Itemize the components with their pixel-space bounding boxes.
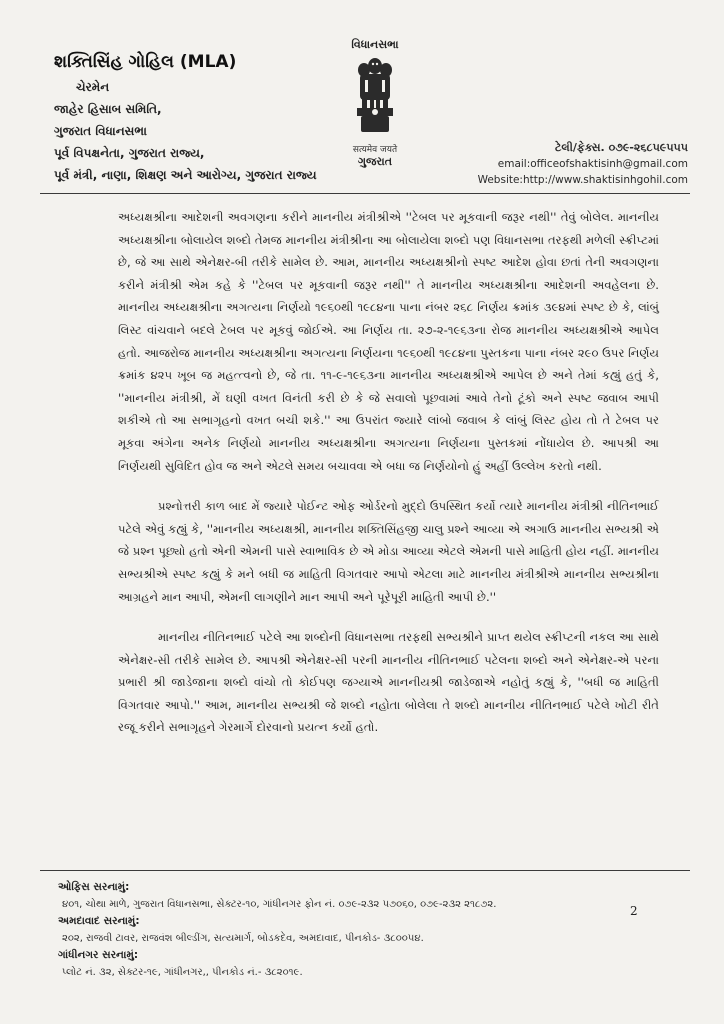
emblem-motto: सत्यमेव जयते	[352, 145, 398, 155]
lion-capital-emblem-icon	[353, 54, 397, 136]
page-number: 2	[630, 904, 638, 918]
sender-name: શક્તિસિંહ ગોહિલ (MLA)	[54, 52, 237, 72]
body-paragraph-2: પ્રશ્નોત્તરી કાળ બાદ મેં જ્યારે પોઈન્ટ ઓફ ઓર્ડરનો મુદ્દો ઉપસ્થિત કર્યો ત્યારે માનનીય મંત્રીશ્રી નીતિનભાઈ પટેલે એવું કહ્યું કે, ''માનનીય અધ્યક્ષશ્રી, માનનીય શક્તિસિંહજી ચાલુ પ્રશ્ને આવ્યા એ અગાઉ માનનીય સભ્યશ્રી એ જે પ્રશ્ન પૂછ્યો હતો એની એમની પાસે સ્વાભાવિક છે એ મોડા આવ્યા એટલે એમની પાસે માહિતી હોય નહીં. માનનીય સભ્યશ્રીએ સ્પષ્ટ કહ્યું કે મને બધી જ માહિતી વિગતવાર આપો એટલા માટે માનનીય મંત્રીશ્રીએ માનનીય સભ્યશ્રીના આગ્રહને માન આપી, એમની લાગણીને માન આપી અને પૂરેપૂરી માહિતી આપી છે.''	[118, 499, 659, 604]
designation-assembly: ગુજરાત વિધાનસભા	[54, 124, 147, 138]
footer-addresses	[58, 879, 658, 981]
website-address: Website:http://www.shaktisinhgohil.com	[477, 174, 688, 186]
body-paragraph-1: અધ્યક્ષશ્રીના આદેશની અવગણના કરીને માનનીય મંત્રીશ્રીએ ''ટેબલ પર મૂકવાની જરૂર નથી'' તેવું બોલેલ. માનનીય અધ્યક્ષશ્રીના બોલાયેલ શબ્દો તેમજ માનનીય મંત્રીશ્રીના આ બોલાયેલા શબ્દો પણ વિધાનસભા તરફથી મળેલી સ્ક્રીપ્ટમાં છે, જે આ સાથે એનેક્ષર-બી તરીકે સામેલ છે. આમ, માનનીય અધ્યક્ષશ્રીનો સ્પષ્ટ આદેશ હોવા છતાં તેની અવગણના કરીને મંત્રીશ્રી એમ કહે કે ''ટેબલ પર મૂકવાની જરૂર નથી'' તે માનનીય અધ્યક્ષશ્રીના આદેશની અવહેલના છે. માનનીય અધ્યક્ષશ્રીના અગત્યના નિર્ણયો ૧૯૬૦થી ૧૯૮૪ના પાના નંબર ૨૬૮ નિર્ણય ક્રમાંક ૩૯૪માં સ્પષ્ટ છે કે, લાંબું લિસ્ટ વાંચવાને બદલે ટેબલ પર મૂકવું જોઈએ. આ નિર્ણય તા. ૨૭-૨-૧૯૬૩ના રોજ માનનીય અધ્યક્ષશ્રીએ આપેલ હતો. આજરોજ માનનીય અધ્યક્ષશ્રીના અગત્યના નિર્ણયના ૧૯૬૦થી ૧૯૮૪ના પુસ્તકના પાના નંબર ૨૯૦ ઉપર નિર્ણય ક્રમાંક ૪૨૫ ખૂબ જ મહત્ત્વનો છે, જે તા. ૧૧-૯-૧૯૬૩ના માનનીય અધ્યક્ષશ્રીએ આપેલ છે અને તેમાં કહ્યું હતું કે, ''માનનીય મંત્રીશ્રી, મેં ઘણી વખત વિનંતી કરી છે કે જે સવાલો પૂછવામાં આવે તેનો ટૂંકો અને સ્પષ્ટ જવાબ આપી શકીએ તો આ સભાગૃહનો વખત બચી શકે.'' આ ઉપરાંત જ્યારે લાંબો જવાબ કે લાંબું લિસ્ટ હોય તો તે ટેબલ પર મૂકવા અંગેના અનેક નિર્ણયો માનનીય અધ્યક્ષશ્રીના અગત્યના નિર્ણયના પુસ્તકમાં નોંધાયેલ છે. આપશ્રી આ નિર્ણયથી સુવિદિત હોવ જ અને એટલે સમય બચાવવા એ બધા જ નિર્ણયોનો હું અહીં ઉલ્લેખ કરતો નથી.	[118, 210, 659, 473]
designation-former-minister: પૂર્વ મંત્રી, નાણા, શિક્ષણ અને આરોગ્ય, ગુજરાત રાજ્ય	[54, 168, 317, 182]
letterhead-left	[54, 52, 354, 186]
body-paragraph-3: માનનીય નીતિનભાઈ પટેલે આ શબ્દોની વિધાનસભા તરફથી સભ્યશ્રીને પ્રાપ્ત થયેલ સ્ક્રીપ્ટની નકલ આ સાથે એનેક્ષર-સી તરીકે સામેલ છે. આપશ્રી એનેક્ષર-સી પરની માનનીય નીતિનભાઈ પટેલના શબ્દો અને એનેક્ષર-એ પરના પ્રભારી શ્રી જાડેજાના શબ્દો વાંચો તો કોઈપણ જગ્યાએ માનનીયશ્રી જાડેજાએ નહોતું કહ્યું કે, ''બધી જ માહિતી વિગતવાર આપો.'' આમ, માનનીય સભ્યશ્રી જે શબ્દો નહોતા બોલેલા તે શબ્દો માનનીય નીતિનભાઈ પટેલે ખોટી રીતે રજૂ કરીને સભાગૃહને ગેરમાર્ગે દોરવાનો પ્રયત્ન કર્યો હતો.	[118, 630, 659, 735]
designation-chairman: ચેરમેન	[76, 80, 110, 94]
ahmedabad-address: ૨૦૨, રાજવી ટાવર, રાજવંશ બીલ્ડીંગ, સત્યમાર્ગ, બોડકદેવ, અમદાવાદ, પીનકોડ- ૩૮૦૦૫૪.	[62, 933, 424, 944]
telefax: ટેલી/ફેક્સ. ૦૭૯-૨૬૮૫૯૫૫૫	[554, 141, 688, 154]
gandhinagar-address-label: ગાંધીનગર સરનામું:	[58, 949, 139, 961]
footer-divider	[40, 870, 690, 871]
gandhinagar-address: પ્લોટ નં. ૩૨, સેક્ટર-૧૯, ગાંધીનગર,, પીનકોડ નં.- ૩૮૨૦૧૯.	[62, 967, 303, 978]
designation-former-opposition: પૂર્વ વિપક્ષનેતા, ગુજરાત રાજ્ય,	[54, 146, 205, 160]
header-divider	[40, 193, 690, 194]
letter-body	[118, 206, 659, 739]
designation-committee: જાહેર હિસાબ સમિતિ,	[54, 102, 162, 116]
email-address: email:officeofshaktisinh@gmail.com	[497, 158, 688, 170]
ahmedabad-address-label: અમદાવાદ સરનામું:	[58, 915, 140, 927]
emblem-title: વિધાનસભા	[351, 38, 399, 51]
office-address: ૪૦૧, ચોથા માળે, ગુજરાત વિધાનસભા, સેક્ટર-૧૦, ગાંધીનગર ફોન નં. ૦૭૯-૨૩૨ ૫૭૦૬૦, ૦૭૯-૨૩૨ ૨૧૮૭૨.	[62, 899, 497, 910]
office-address-label: ઓફિસ સરનામું:	[58, 881, 130, 893]
state-emblem	[335, 38, 415, 169]
contact-block	[478, 140, 688, 188]
emblem-place: ગુજરાત	[357, 155, 393, 168]
